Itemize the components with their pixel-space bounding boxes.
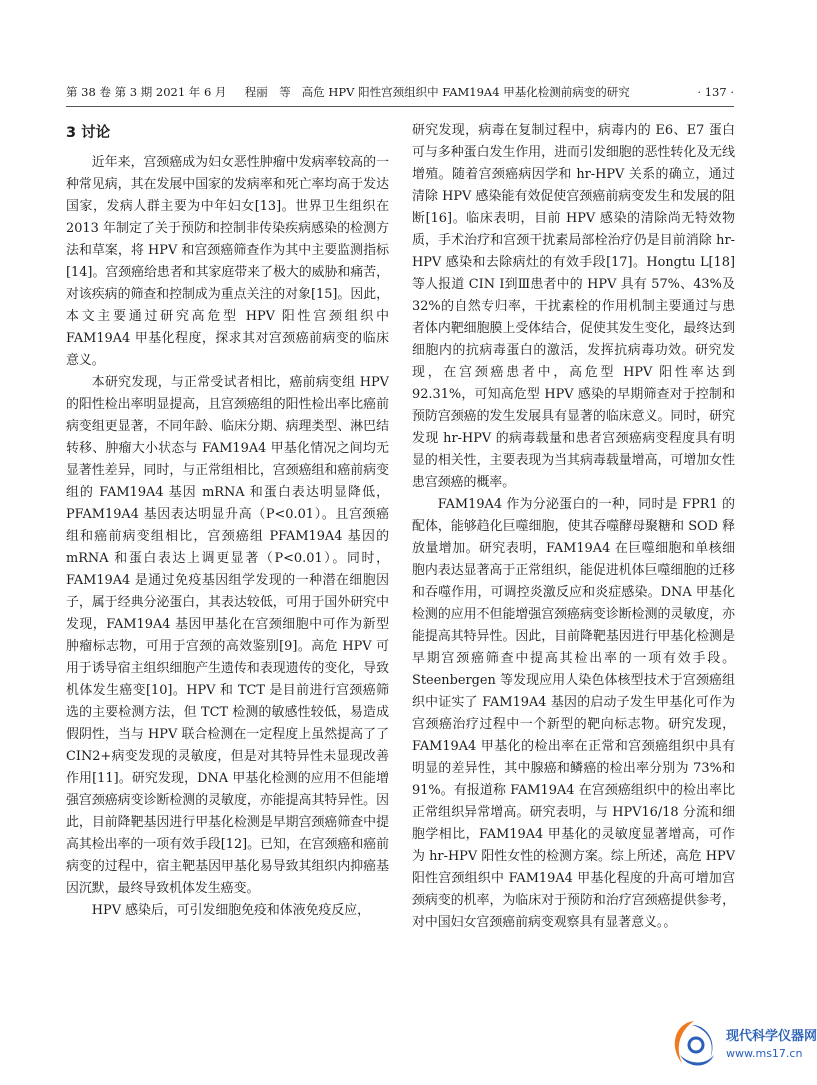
watermark-site-name: 现代科学仪器网: [726, 1029, 817, 1044]
discussion-paragraph-2: 本研究发现，与正常受试者相比，癌前病变组 HPV 的阳性检出率明显提高，且宫颈癌组的阳性检出率比癌前病变组更显著，不同年龄、临床分期、病理类型、淋巴结转移、肿瘤大小状态与 FAM19A4 甲基化情况之间均无显著性差异，同时，与正常组相比，宫颈癌组和癌前病变组的 FAM19A4 基因 mRNA 和蛋白表达明显降低，PFAM19A4 基因表达明显升高（P<0.01）。且宫颈癌组和癌前病变组相比，宫颈癌组 PFAM19A4 基因的 mRNA 和蛋白表达上调更显著（P<0.01）。同时，FAM19A4 是通过免疫基因组学发现的一种潜在细胞因子，属于经典分泌蛋白，其表达较低，可用于国外研究中发现，FAM19A4 基因甲基化在宫颈细胞中可作为新型肿瘤标志物，可用于宫颈的高效鉴别[9]。高危 HPV 可用于诱导宿主组织细胞产生遗传和表现遗传的变化，导致机体发生癌变[10]。HPV 和 TCT 是目前进行宫颈癌筛选的主要检测方法，但 TCT 检测的敏感性较低，易造成假阴性，当与 HPV 联合检测在一定程度上虽然提高了了 CIN2+病变发现的灵敏度，但是对其特异性未显现改善作用[11]。研究发现，DNA 甲基化检测的应用不但能增强宫颈癌病变诊断检测的灵敏度，亦能提高其特异性。因此，目前降靶基因进行甲基化检测是早期宫颈癌筛查中提高其检出率的一项有效手段[12]。已知，在宫颈癌和癌前病变的过程中，宿主靶基因甲基化易导致其组织内抑癌基因沉默，最终导致机体发生癌变。: [66, 375, 389, 896]
watermark-site-url: www.ms17.cn: [726, 1047, 803, 1060]
section-title: 3 讨论: [66, 125, 111, 141]
page-number: · 137 ·: [697, 85, 734, 99]
running-header: [66, 82, 734, 107]
header-authors: 程丽 等: [244, 85, 291, 99]
watermark-logo-icon: [664, 1015, 724, 1075]
header-article-title: 高危 HPV 阳性宫颈组织中 FAM19A4 甲基化检测前病变的研究: [301, 85, 630, 99]
site-watermark: [664, 1015, 817, 1077]
journal-info: 第 38 卷 第 3 期 2021 年 6 月: [66, 85, 227, 99]
discussion-paragraph-4: FAM19A4 作为分泌蛋白的一种，同时是 FPR1 的配体，能够趋化巨噬细胞，使其吞噬酵母聚糖和 SOD 释放量增加。研究表明，FAM19A4 在巨噬细胞和单核细胞内表达显著高于正常组织，能促进机体巨噬细胞的迁移和吞噬作用，可调控炎激反应和炎症感染。DNA 甲基化检测的应用不但能增强宫颈癌病变诊断检测的灵敏度，亦能提高其特异性。因此，目前降靶基因进行甲基化检测是早期宫颈癌筛查中提高其检出率的一项有效手段。Steenbergen 等发现应用人染色体核型技术于宫颈癌组织中证实了 FAM19A4 基因的启动子发生甲基化可作为宫颈癌治疗过程中一个新型的靶向标志物。研究发现，FAM19A4 甲基化的检出率在正常和宫颈癌组织中具有明显的差异性，其中腺癌和鳞癌的检出率分别为 73%和 91%。有报道称 FAM19A4 在宫颈癌组织中的检出率比正常组织异常增高。研究表明，与 HPV16/18 分流和细胞学相比，FAM19A4 甲基化的灵敏度显著增高，可作为 hr-HPV 阳性女性的检测方案。综上所述，高危 HPV 阳性宫颈组织中 FAM19A4 甲基化程度的升高可增加宫颈病变的机率，为临床对于预防和治疗宫颈癌提供参考，对中国妇女宫颈癌前病变观察具有显著意义。。: [412, 497, 735, 930]
right-column: [412, 120, 735, 934]
discussion-paragraph-3-start: HPV 感染后，可引发细胞免疫和体液免疫反应，: [91, 903, 371, 918]
discussion-paragraph-3-continued: 研究发现，病毒在复制过程中，病毒内的 E6、E7 蛋白可与多种蛋白发生作用，进而引发细胞的恶性转化及无线增殖。随着宫颈癌病因学和 hr-HPV 关系的确立，通过清除 HPV 感染能有效促使宫颈癌前病变发生和发展的阻断[16]。临床表明，目前 HPV 感染的清除尚无特效物质，手术治疗和宫颈干扰素局部栓治疗仍是目前消除 hr-HPV 感染和去除病灶的有效手段[17]。Hongtu L[18]等人报道 CIN Ⅰ到Ⅲ患者中的 HPV 具有 57%、43%及 32%的自然专归率，干扰素栓的作用机制主要通过与患者体内靶细胞膜上受体结合，促使其发生变化，最终达到细胞内的抗病毒蛋白的激活，发挥抗病毒功效。研究发现，在宫颈癌患者中，高危型 HPV 阳性率达到 92.31%，可知高危型 HPV 感染的早期筛查对于控制和预防宫颈癌的发生发展具有显著的临床意义。同时，研究发现 hr-HPV 的病毒载量和患者宫颈癌病变程度具有明显的相关性，主要表现为当其病毒载量增高，可增加女性患宫颈癌的概率。: [412, 123, 735, 490]
left-column: [66, 120, 389, 922]
discussion-paragraph-1: 近年来，宫颈癌成为妇女恶性肿瘤中发病率较高的一种常见病，其在发展中国家的发病率和死亡率均高于发达国家，发病人群主要为中年妇女[13]。世界卫生组织在 2013 年制定了关于预防和控制非传染疾病感染的检测方法和草案，将 HPV 和宫颈癌筛查作为其中主要监测指标[14]。宫颈癌给患者和其家庭带来了极大的威胁和痛苦，对该疾病的筛查和控制成为重点关注的对象[15]。因此，本文主要通过研究高危型 HPV 阳性宫颈组织中 FAM19A4 甲基化程度，探求其对宫颈癌前病变的临床意义。: [66, 155, 389, 368]
header-left: [66, 82, 630, 102]
